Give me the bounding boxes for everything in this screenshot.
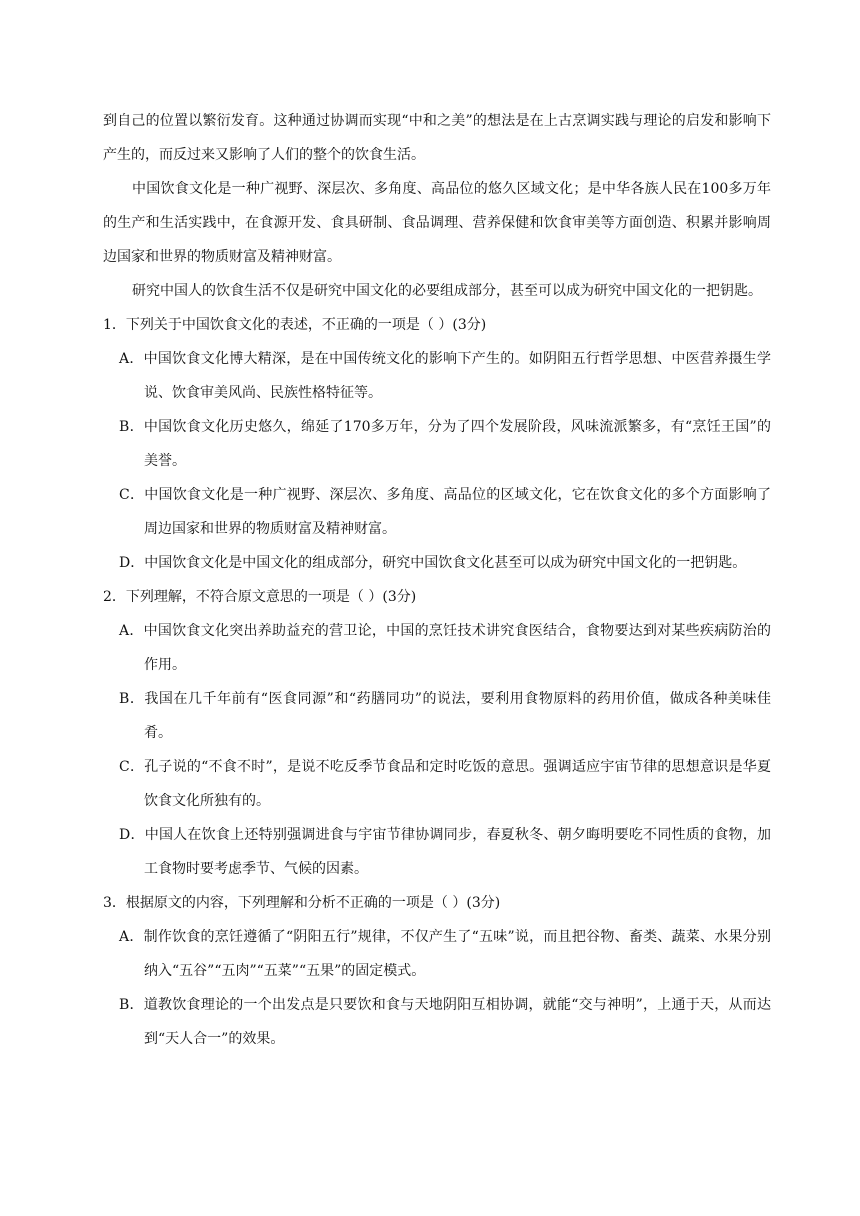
- passage-paragraph: 研究中国人的饮食生活不仅是研究中国文化的必要组成部分，甚至可以成为研究中国文化的一把钥匙。: [132, 283, 762, 299]
- option-a: A．中国饮食文化博大精深，是在中国传统文化的影响下产生的。如阴阳五行哲学思想、中医营养摄生学说、饮食审美风尚、民族性格特征等。: [119, 351, 771, 401]
- option-b: B．中国饮食文化历史悠久，绵延了170多万年，分为了四个发展阶段，风味流派繁多，有“烹饪王国”的美誉。: [119, 419, 771, 469]
- option-c: C．孔子说的“不食不时”，是说不吃反季节食品和定时吃饭的意思。强调适应宇宙节律的思想意识是华夏饮食文化所独有的。: [119, 759, 771, 809]
- option-b: B．道教饮食理论的一个出发点是只要饮和食与天地阴阳互相协调，就能“交与神明”，上通于天，从而达到“天人合一”的效果。: [119, 997, 771, 1047]
- question-2: [103, 580, 771, 886]
- question-stem: 1．下列关于中国饮食文化的表述，不正确的一项是（ ）(3分): [103, 317, 487, 333]
- page-content: [103, 104, 771, 1056]
- passage-paragraph: 中国饮食文化是一种广视野、深层次、多角度、高品位的悠久区域文化；是中华各族人民在100多万年的生产和生活实践中，在食源开发、食具研制、食品调理、营养保健和饮食审美等方面创造、积累并影响周边国家和世界的物质财富及精神财富。: [103, 181, 771, 265]
- option-b: B．我国在几千年前有“医食同源”和“药膳同功”的说法，要利用食物原料的药用价值，做成各种美味佳肴。: [119, 691, 771, 741]
- option-d: D．中国饮食文化是中国文化的组成部分，研究中国饮食文化甚至可以成为研究中国文化的一把钥匙。: [119, 555, 747, 571]
- question-stem: 3．根据原文的内容，下列理解和分析不正确的一项是（ ）(3分): [103, 895, 501, 911]
- question-3: [103, 886, 771, 1056]
- option-a: A．中国饮食文化突出养助益充的营卫论，中国的烹饪技术讲究食医结合，食物要达到对某些疾病防治的作用。: [119, 623, 771, 673]
- question-1: [103, 308, 771, 580]
- option-c: C．中国饮食文化是一种广视野、深层次、多角度、高品位的区域文化，它在饮食文化的多个方面影响了周边国家和世界的物质财富及精神财富。: [119, 487, 771, 537]
- passage-paragraph: 到自己的位置以繁衍发育。这种通过协调而实现“中和之美”的想法是在上古烹调实践与理论的启发和影响下产生的，而反过来又影响了人们的整个的饮食生活。: [103, 113, 771, 163]
- option-a: A．制作饮食的烹饪遵循了“阴阳五行”规律，不仅产生了“五味”说，而且把谷物、畜类、蔬菜、水果分别纳入“五谷”“五肉”“五菜”“五果”的固定模式。: [119, 929, 771, 979]
- question-stem: 2．下列理解，不符合原文意思的一项是（ ）(3分): [103, 589, 417, 605]
- option-d: D．中国人在饮食上还特别强调进食与宇宙节律协调同步，春夏秋冬、朝夕晦明要吃不同性质的食物，加工食物时要考虑季节、气候的因素。: [119, 827, 771, 877]
